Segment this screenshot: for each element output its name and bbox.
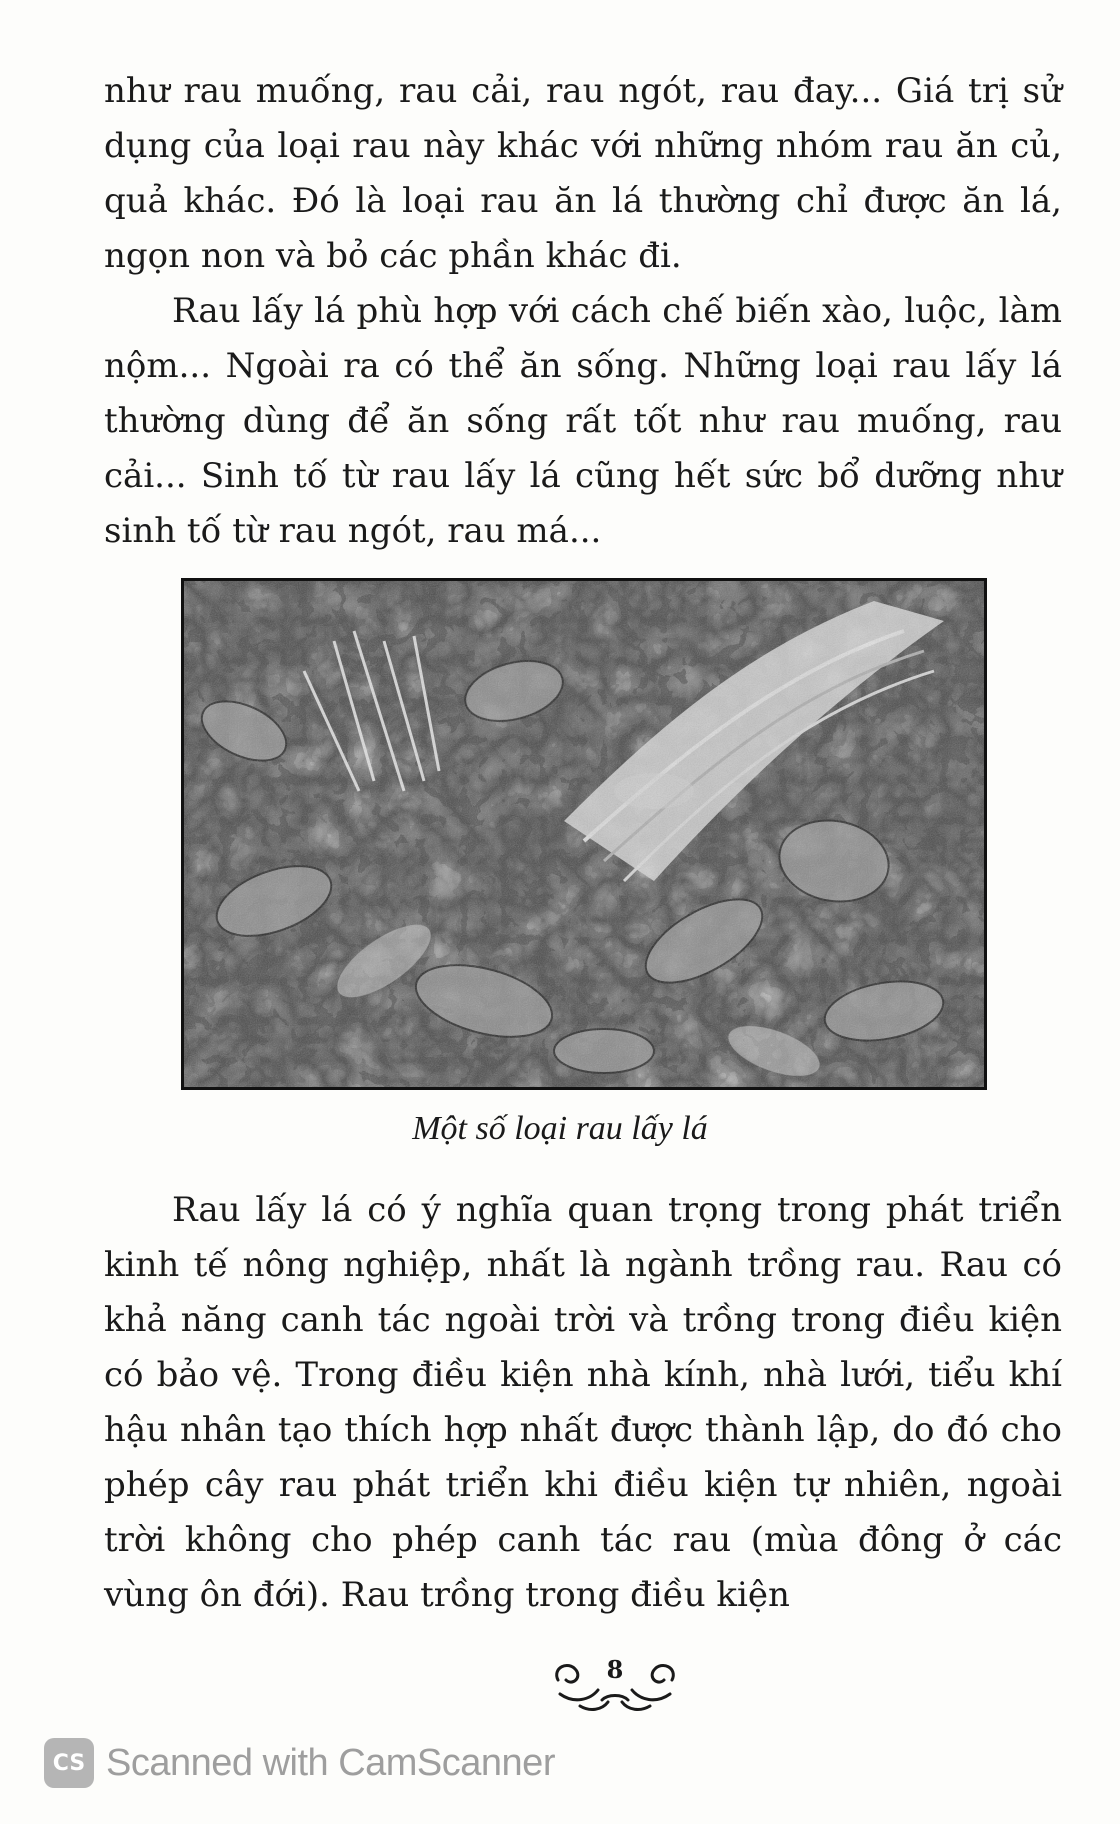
watermark-text: Scanned with CamScanner [106,1741,555,1784]
paragraph-continued: như rau muống, rau cải, rau ngót, rau đay... Giá trị sử dụng của loại rau này khác với những nhóm rau ăn củ, quả khác. Đó là loại rau ăn lá thường chỉ được ăn lá, ngọn non và bỏ các phần khác đi. [104,71,1062,276]
paragraph: Rau lấy lá phù hợp với cách chế biến xào, luộc, làm nộm... Ngoài ra có thể ăn sống. Những loại rau lấy lá thường dùng để ăn sống rất tốt như rau muống, rau cải... Sinh tố từ rau lấy lá cũng hết sức bổ dưỡng như sinh tố từ rau ngót, rau má... [104,291,1062,551]
text-block-top [104,64,1062,559]
figure-caption: Một số loại rau lấy lá [412,1110,708,1147]
text-block-bottom [104,1183,1062,1623]
leafy-vegetables-image [184,581,984,1087]
vegetable-photo [181,578,987,1090]
camscanner-watermark [44,1735,555,1791]
camscanner-logo-icon: CS [44,1738,94,1788]
paragraph: Rau lấy lá có ý nghĩa quan trọng trong phát triển kinh tế nông nghiệp, nhất là ngành trồng rau. Rau có khả năng canh tác ngoài trời và trồng trong điều kiện có bảo vệ. Trong điều kiện nhà kính, nhà lưới, tiểu khí hậu nhân tạo thích hợp nhất được thành lập, do đó cho phép cây rau phát triển khi điều kiện tự nhiên, ngoài trời không cho phép canh tác rau (mùa đông ở các vùng ôn đới). Rau trồng trong điều kiện [104,1190,1062,1615]
page-number: 8 [606,1655,624,1684]
